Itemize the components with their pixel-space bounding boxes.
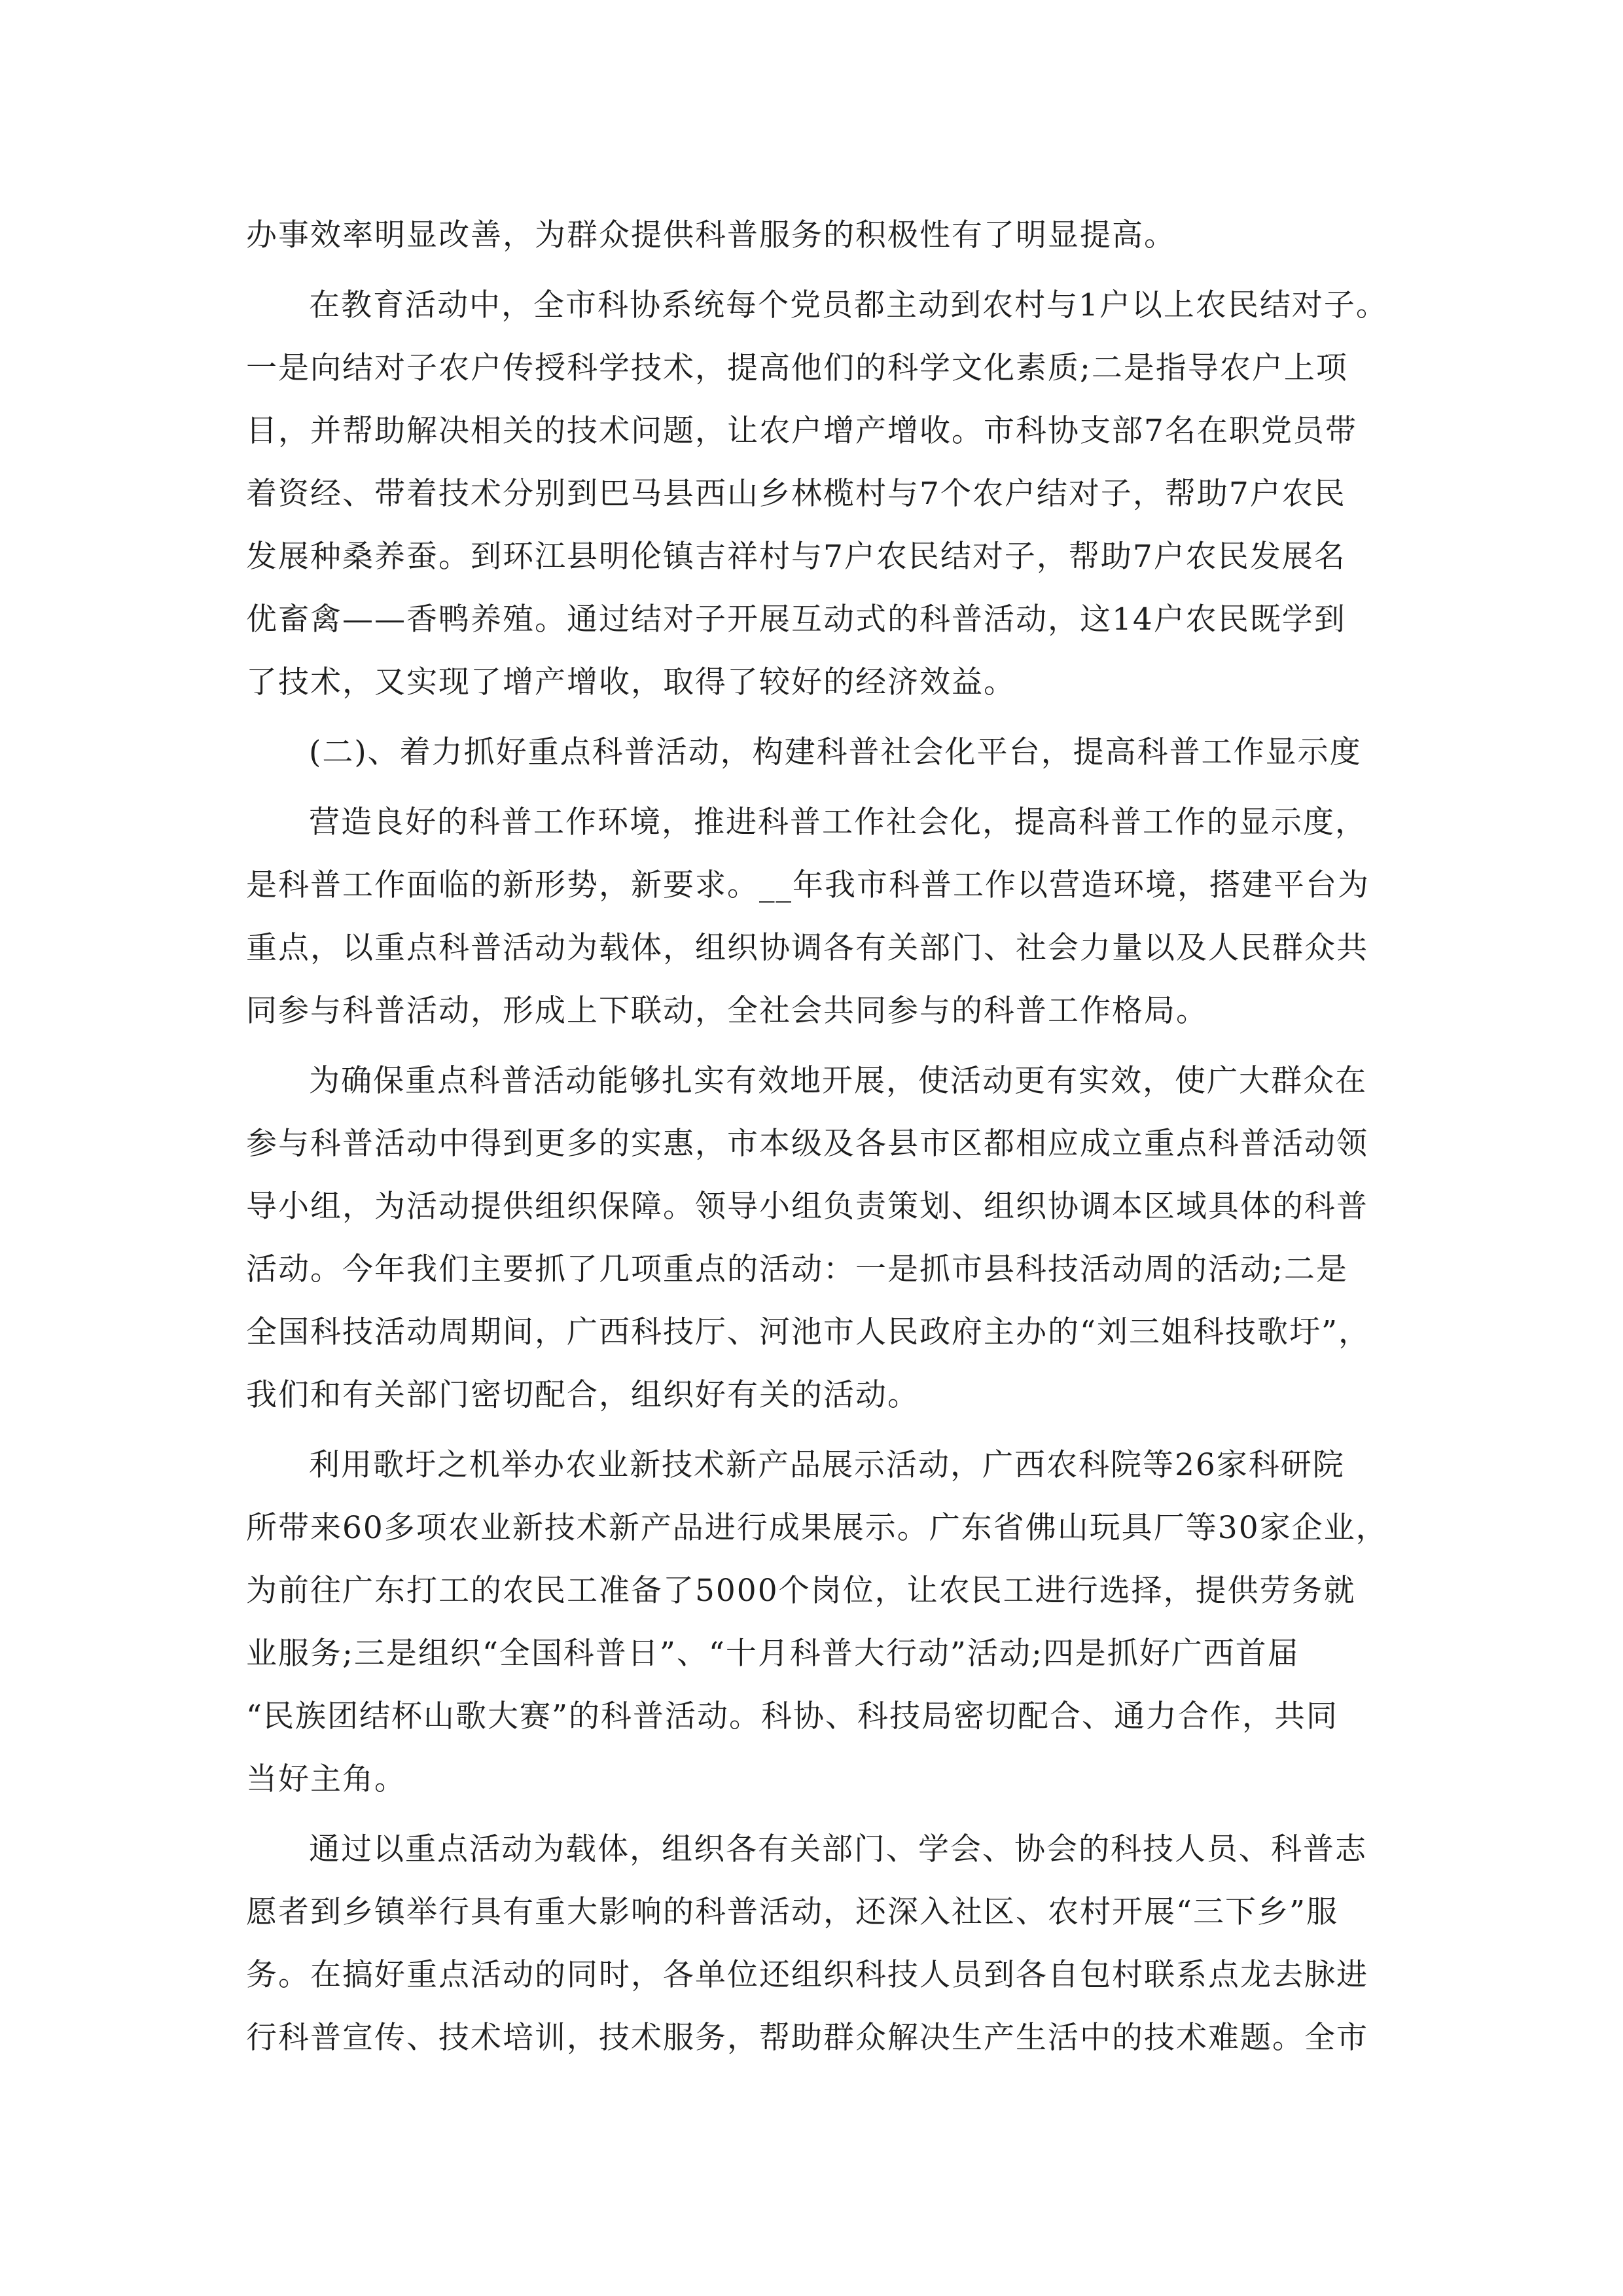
text-line: 优畜禽——香鸭养殖。通过结对子开展互动式的科普活动，这14户农民既学到 [246, 601, 1346, 637]
paragraph-first-line: (二)、着力抓好重点科普活动，构建科普社会化平台，提高科普工作显示度 [309, 734, 1362, 770]
text-line: 重点，以重点科普活动为载体，组织协调各有关部门、社会力量以及人民群众共 [246, 930, 1368, 966]
text-line: 一是向结对子农户传授科学技术，提高他们的科学文化素质;二是指导农户上项 [246, 350, 1348, 386]
text-line: 行科普宣传、技术培训，技术服务，帮助群众解决生产生活中的技术难题。全市 [246, 2020, 1368, 2056]
text-line: 当好主角。 [246, 1761, 406, 1797]
text-line: 参与科普活动中得到更多的实惠，市本级及各县市区都相应成立重点科普活动领 [246, 1126, 1368, 1162]
document-body [246, 204, 1388, 2070]
text-line: 同参与科普活动，形成上下联动，全社会共同参与的科普工作格局。 [246, 993, 1208, 1029]
text-line: 是科普工作面临的新形势，新要求。__年我市科普工作以营造环境，搭建平台为 [246, 867, 1370, 903]
text-line: 为前往广东打工的农民工准备了5000个岗位，让农民工进行选择，提供劳务就 [246, 1573, 1356, 1609]
paragraph-first-line: 通过以重点活动为载体，组织各有关部门、学会、协会的科技人员、科普志 [309, 1831, 1367, 1867]
paragraph-first-line: 在教育活动中，全市科协系统每个党员都主动到农村与1户以上农民结对子。 [309, 287, 1388, 323]
text-line: 务。在搞好重点活动的同时，各单位还组织科技人员到各自包村联系点龙去脉进 [246, 1957, 1368, 1993]
text-line: 导小组，为活动提供组织保障。领导小组负责策划、组织协调本区域具体的科普 [246, 1189, 1368, 1225]
paragraph-first-line: 营造良好的科普工作环境，推进科普工作社会化，提高科普工作的显示度， [309, 804, 1367, 840]
text-line: 所带来60多项农业新技术新产品进行成果展示。广东省佛山玩具厂等30家企业， [246, 1510, 1388, 1546]
text-line: 发展种桑养蚕。到环江县明伦镇吉祥村与7户农民结对子，帮助7户农民发展名 [246, 539, 1346, 575]
text-line: 活动。今年我们主要抓了几项重点的活动：一是抓市县科技活动周的活动;二是 [246, 1251, 1348, 1287]
text-line: 目，并帮助解决相关的技术问题，让农户增产增收。市科协支部7名在职党员带 [246, 413, 1357, 449]
text-line: 着资经、带着技术分别到巴马县西山乡林榄村与7个农户结对子，帮助7户农民 [246, 476, 1346, 512]
paragraph-first-line: 利用歌圩之机举办农业新技术新产品展示活动，广西农科院等26家科研院 [309, 1447, 1345, 1483]
text-line: 我们和有关部门密切配合，组织好有关的活动。 [246, 1377, 919, 1413]
paragraph-first-line: 为确保重点科普活动能够扎实有效地开展，使活动更有实效，使广大群众在 [309, 1063, 1367, 1099]
text-line: “民族团结杯山歌大赛”的科普活动。科协、科技局密切配合、通力合作，共同 [246, 1698, 1339, 1734]
text-line: 全国科技活动周期间，广西科技厅、河池市人民政府主办的“刘三姐科技歌圩”， [246, 1314, 1371, 1350]
text-line: 了技术，又实现了增产增收，取得了较好的经济效益。 [246, 664, 1016, 700]
text-line: 愿者到乡镇举行具有重大影响的科普活动，还深入社区、农村开展“三下乡”服 [246, 1894, 1339, 1930]
text-line: 业服务;三是组织“全国科普日”、“十月科普大行动”活动;四是抓好广西首届 [246, 1636, 1300, 1672]
text-line: 办事效率明显改善，为群众提供科普服务的积极性有了明显提高。 [246, 217, 1176, 253]
